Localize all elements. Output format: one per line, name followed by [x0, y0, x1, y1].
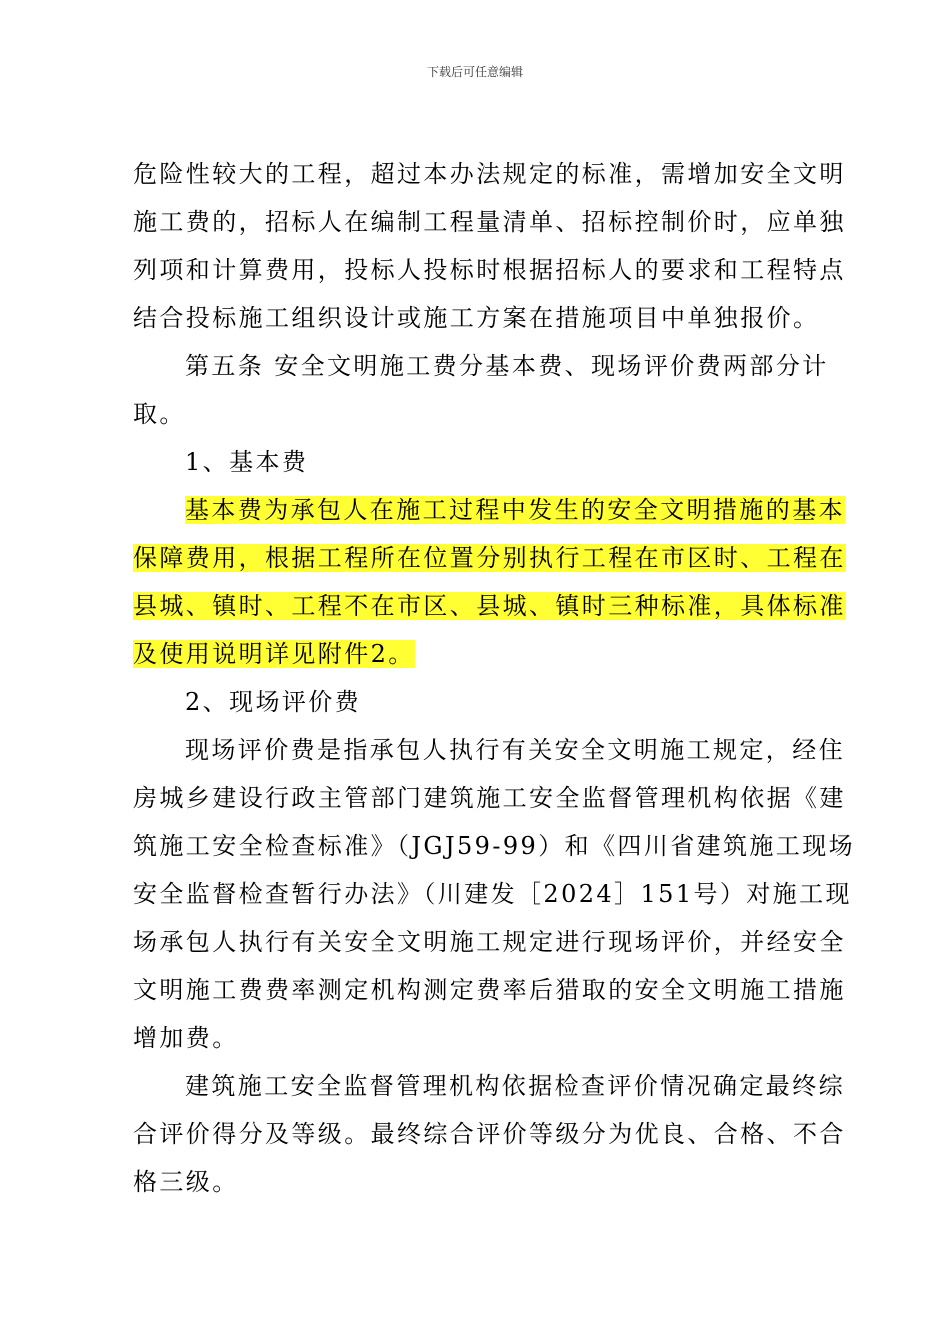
text-line: 取。	[133, 400, 186, 428]
text-line: 现场评价费是指承包人执行有关安全文明施工规定，经住	[185, 736, 845, 764]
text-line: 增加费。	[133, 1024, 239, 1052]
text-line: 合评价得分及等级。最终综合评价等级分为优良、合格、不合	[133, 1120, 846, 1148]
text-line	[133, 486, 845, 534]
article-paragraph	[133, 342, 833, 438]
highlight-mark: 县城、镇时、工程不在市区、县城、镇时三种标准，具体标准	[133, 592, 846, 620]
section-heading	[133, 438, 833, 486]
text-line: 筑施工安全检查标准》（JGJ59-99）和《四川省建筑施工现场	[133, 832, 855, 860]
text-line: 列项和计算费用，投标人投标时根据招标人的要求和工程特点	[133, 256, 846, 284]
highlighted-paragraph	[133, 486, 846, 678]
text-line: 建筑施工安全监督管理机构依据检查评价情况确定最终综	[185, 1072, 845, 1100]
text-line: 场承包人执行有关安全文明施工规定进行现场评价，并经安全	[133, 928, 846, 956]
text-line: 危险性较大的工程，超过本办法规定的标准，需增加安全文明	[133, 160, 846, 188]
paragraph	[133, 1062, 846, 1206]
text-line: 1、基本费	[185, 448, 309, 476]
paragraph	[133, 726, 855, 1062]
page-header: 下载后可任意编辑	[426, 65, 523, 79]
text-line	[133, 534, 846, 582]
text-line	[133, 630, 833, 678]
highlight-mark: 保障费用，根据工程所在位置分别执行工程在市区时、工程在	[133, 544, 846, 572]
text-line: 结合投标施工组织设计或施工方案在措施项目中单独报价。	[133, 304, 820, 332]
text-line	[133, 582, 846, 630]
text-line: 安全监督检查暂行办法》（川建发［2024］151号）对施工现	[133, 880, 852, 908]
text-line: 房城乡建设行政主管部门建筑施工安全监督管理机构依据《建	[133, 784, 846, 812]
text-line: 2、现场评价费	[185, 688, 362, 716]
text-line: 格三级。	[133, 1168, 239, 1196]
paragraph	[133, 150, 846, 342]
text-line: 第五条 安全文明施工费分基本费、现场评价费两部分计	[185, 352, 829, 380]
highlight-mark: 基本费为承包人在施工过程中发生的安全文明措施的基本	[185, 496, 845, 524]
section-heading	[133, 678, 833, 726]
text-line: 文明施工费费率测定机构测定费率后猎取的安全文明施工措施	[133, 976, 846, 1004]
text-line: 施工费的，招标人在编制工程量清单、招标控制价时，应单独	[133, 208, 846, 236]
highlight-mark: 及使用说明详见附件2。	[133, 640, 415, 668]
document-body	[133, 150, 855, 1206]
